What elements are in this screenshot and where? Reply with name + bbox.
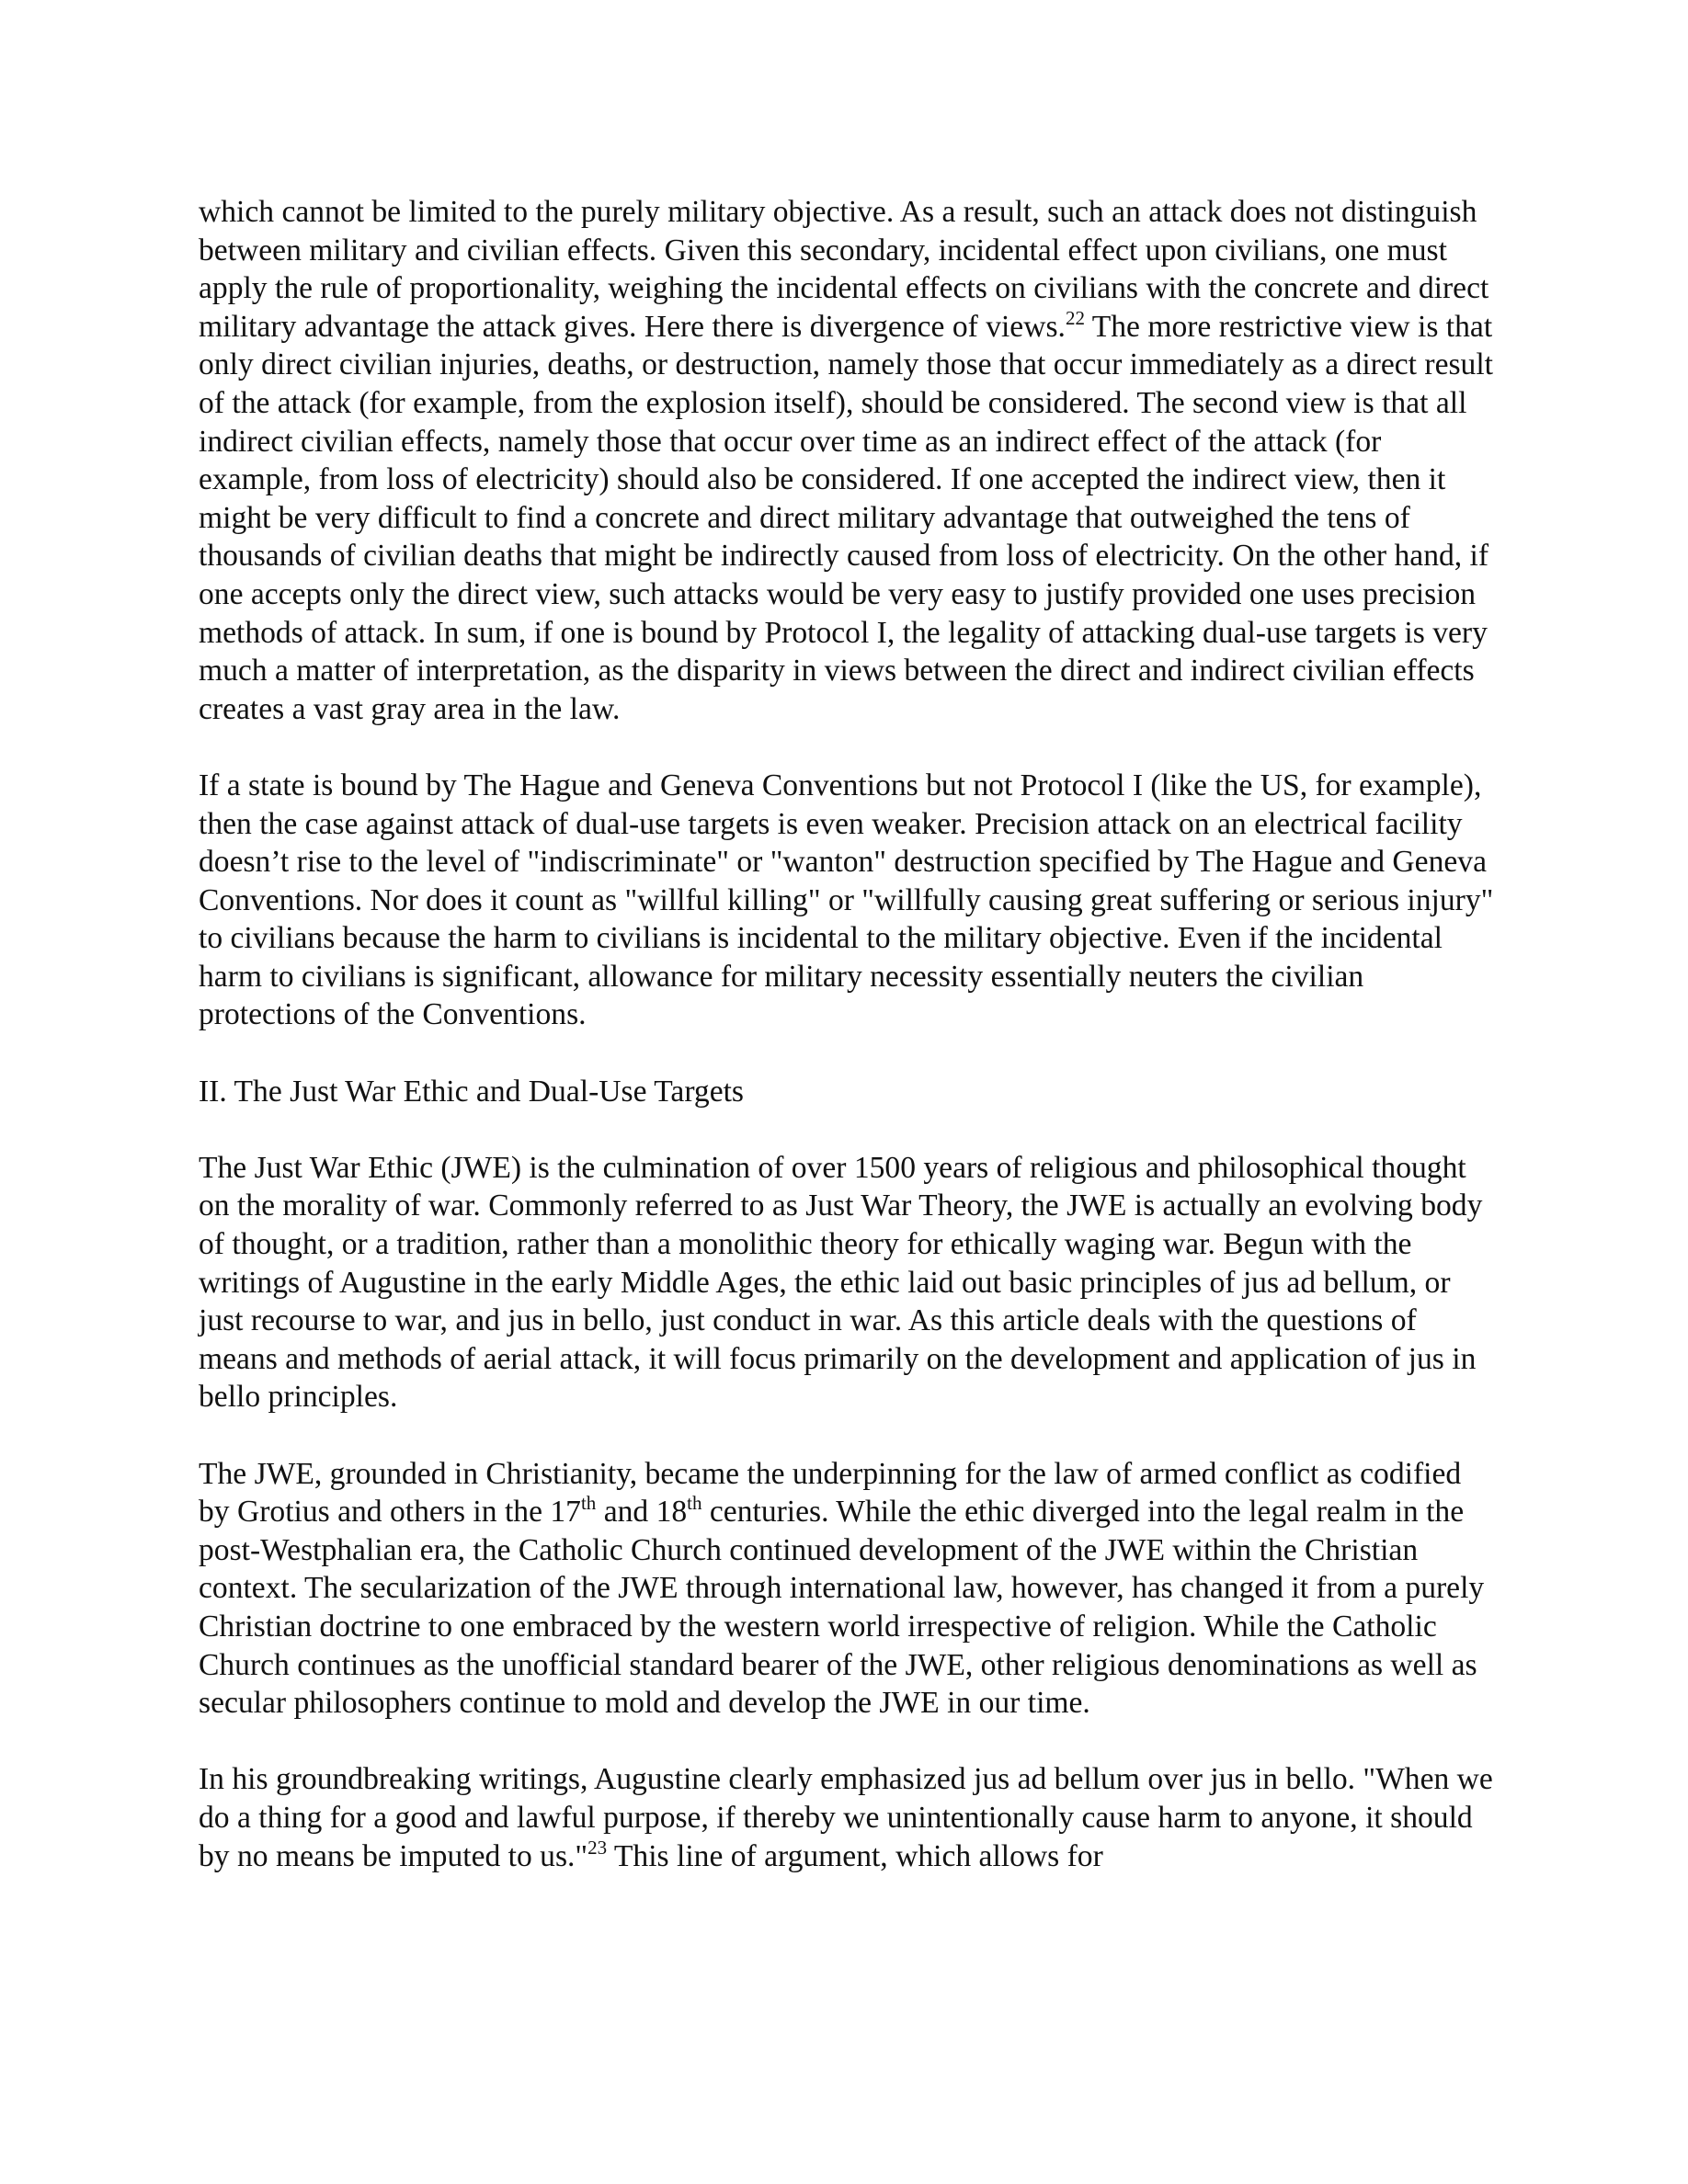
paragraph-jwe-intro: The Just War Ethic (JWE) is the culmination of over 1500 years of religious and philosophical thought on the morality of war. Commonly referred to as Just War Theory, the JWE is actually an evolving body of thought, or a tradition, rather than a monolithic theory for ethically waging war. Begun with the writings of Augustine in the early Middle Ages, the ethic laid out basic principles of jus ad bellum, or just recourse to war, and jus in bello, just conduct in war. As this article deals with the questions of means and methods of aerial attack, it will focus primarily on the development and application of jus in bello principles.: [199, 1150, 1483, 1415]
ordinal-suffix: th: [687, 1492, 702, 1515]
section-heading: II. The Just War Ethic and Dual-Use Targets: [199, 1074, 744, 1109]
footnote-ref-22: 22: [1065, 306, 1085, 329]
paragraph-text: and 18: [596, 1495, 688, 1530]
ordinal-suffix: th: [580, 1492, 597, 1515]
footnote-ref-23: 23: [587, 1836, 608, 1859]
paragraph-proportionality: [199, 193, 1495, 728]
paragraph-text: In his groundbreaking writings, Augustine clearly emphasized jus ad bellum over jus in bello. "When we do a thing for a good and lawful purpose, if thereby we unintentionally cause harm to anyone, it should by no means be imputed to us.": [199, 1762, 1493, 1873]
document-page: [199, 193, 1495, 1875]
paragraph-text: The JWE, grounded in Christianity, became the underpinning for the law of armed conflict as codified by Grotius and others in the 17: [199, 1456, 1462, 1530]
paragraph-hague-geneva: If a state is bound by The Hague and Geneva Conventions but not Protocol I (like the US, for example), then the case against attack of dual-use targets is even weaker. Precision attack on an electrical facility doesn’t rise to the level of "indiscriminate" or "wanton" destruction specified by The Hague and Geneva Conventions. Nor does it count as "willful killing" or "willfully causing great suffering or serious injury" to civilians because the harm to civilians is incidental to the military objective. Even if the incidental harm to civilians is significant, allowance for military necessity essentially neuters the civilian protections of the Conventions.: [199, 768, 1494, 1032]
paragraph-text: This line of argument, which allows for: [607, 1838, 1103, 1873]
paragraph-text: centuries. While the ethic diverged into the legal realm in the post-Westphalian era, the Catholic Church continued development of the JWE within the Christian context. The secularization of the JWE through international law, however, has changed it from a purely Christian doctrine to one embraced by the western world irrespective of religion. While the Catholic Church continues as the unofficial standard bearer of the JWE, other religious denominations as well as secular philosophers continue to mold and develop the JWE in our time.: [199, 1495, 1485, 1721]
paragraph-jwe-christianity: [199, 1455, 1495, 1723]
paragraph-text: The more restrictive view is that only direct civilian injuries, deaths, or destruction, namely those that occur immediately as a direct result of the attack (for example, from the explosion itself), should be considered. The second view is that all indirect civilian effects, namely those that occur over time as an indirect effect of the attack (for example, from loss of electricity) should also be considered. If one accepted the indirect view, then it might be very difficult to find a concrete and direct military advantage that outweighed the tens of thousands of civilian deaths that might be indirectly caused from loss of electricity. On the other hand, if one accepts only the direct view, such attacks would be very easy to justify provided one uses precision methods of attack. In sum, if one is bound by Protocol I, the legality of attacking dual-use targets is very much a matter of interpretation, as the disparity in views between the direct and indirect civilian effects creates a vast gray area in the law.: [199, 309, 1493, 726]
paragraph-augustine: [199, 1760, 1495, 1875]
paragraph-text: which cannot be limited to the purely military objective. As a result, such an attack does not distinguish between military and civilian effects. Given this secondary, incidental effect upon civilians, one must apply the rule of proportionality, weighing the incidental effects on civilians with the concrete and direct military advantage the attack gives. Here there is divergence of views.: [199, 195, 1489, 344]
